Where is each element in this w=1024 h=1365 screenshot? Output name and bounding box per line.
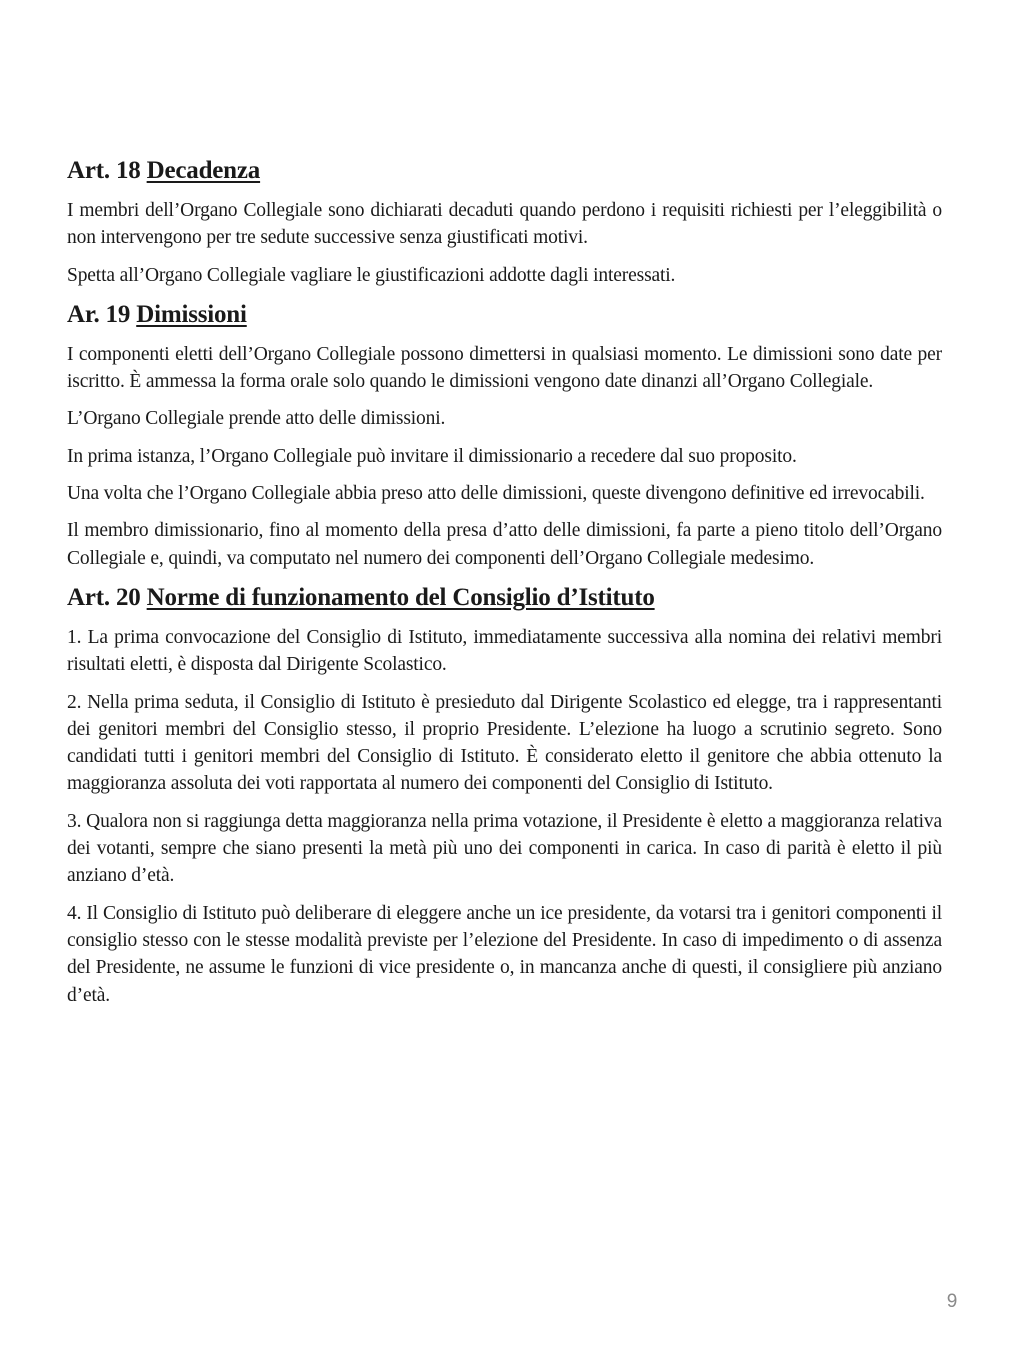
section-art-19 [67,299,942,572]
article-title: Decadenza [146,157,261,184]
paragraph: 2. Nella prima seduta, il Consiglio di Istituto è presieduto dal Dirigente Scolastico ed elegge, tra i rappresentanti dei genitori membri del Consiglio stesso, il proprio Presidente. L’elezione ha luogo a scrutinio segreto. Sono candidati tutti i genitori membri del Consiglio di Istituto. È considerato eletto il genitore che abbia ottenuto la maggioranza assoluta dei voti rapportata al numero dei componenti del Consiglio di Istituto. [67,691,942,795]
paragraph: I membri dell’Organo Collegiale sono dichiarati decaduti quando perdono i requisiti richiesti per l’eleggibilità o non intervengono per tre sedute successive senza giustificati motivi. [67,200,942,249]
article-number: Ar. 19 [67,300,131,328]
paragraph: 4. Il Consiglio di Istituto può deliberare di eleggere anche un ice presidente, da votarsi tra i genitori componenti il consiglio stesso con le stesse modalità previste per l’elezione del Presidente. In caso di impedimento o di assenza del Presidente, ne assume le funzioni di vice presidente o, in mancanza anche di questi, il consigliere più anziano d’età. [67,902,942,1006]
section-heading [67,299,942,331]
document-page [67,155,942,1019]
section-art-20 [67,582,942,1009]
paragraph: Una volta che l’Organo Collegiale abbia preso atto delle dimissioni, queste divengono definitive ed irrevocabili. [67,483,925,505]
article-number: Art. 18 [67,157,141,184]
section-heading [67,582,942,614]
paragraph: Il membro dimissionario, fino al momento della presa d’atto delle dimissioni, fa parte a pieno titolo dell’Organo Collegiale e, quindi, va computato nel numero dei componenti dell’Organo Collegiale medesimo. [67,520,942,569]
paragraph: L’Organo Collegiale prende atto delle dimissioni. [67,408,446,430]
paragraph: Spetta all’Organo Collegiale vagliare le giustificazioni addotte dagli interessati. [67,264,676,286]
section-heading [67,155,942,187]
paragraph: In prima istanza, l’Organo Collegiale può invitare il dimissionario a recedere dal suo proposito. [67,445,797,467]
paragraph: 1. La prima convocazione del Consiglio di Istituto, immediatamente successiva alla nomina dei relativi membri risultati eletti, è disposta dal Dirigente Scolastico. [67,626,942,676]
paragraph: I componenti eletti dell’Organo Collegiale possono dimettersi in qualsiasi momento. Le dimissioni sono date per iscritto. È ammessa la forma orale solo quando le dimissioni vengono date dinanzi all’Organo Collegiale. [67,343,942,393]
article-title: Dimissioni [136,300,247,328]
section-art-18 [67,155,942,289]
paragraph: 3. Qualora non si raggiunga detta maggioranza nella prima votazione, il Presidente è eletto a maggioranza relativa dei votanti, sempre che siano presenti la metà più uno dei componenti in carica. In caso di parità è eletto il più anziano d’età. [67,810,942,887]
page-number: 9 [946,1291,958,1312]
article-number: Art. 20 [67,583,141,611]
article-title: Norme di funzionamento del Consiglio d’Istituto [146,583,655,611]
